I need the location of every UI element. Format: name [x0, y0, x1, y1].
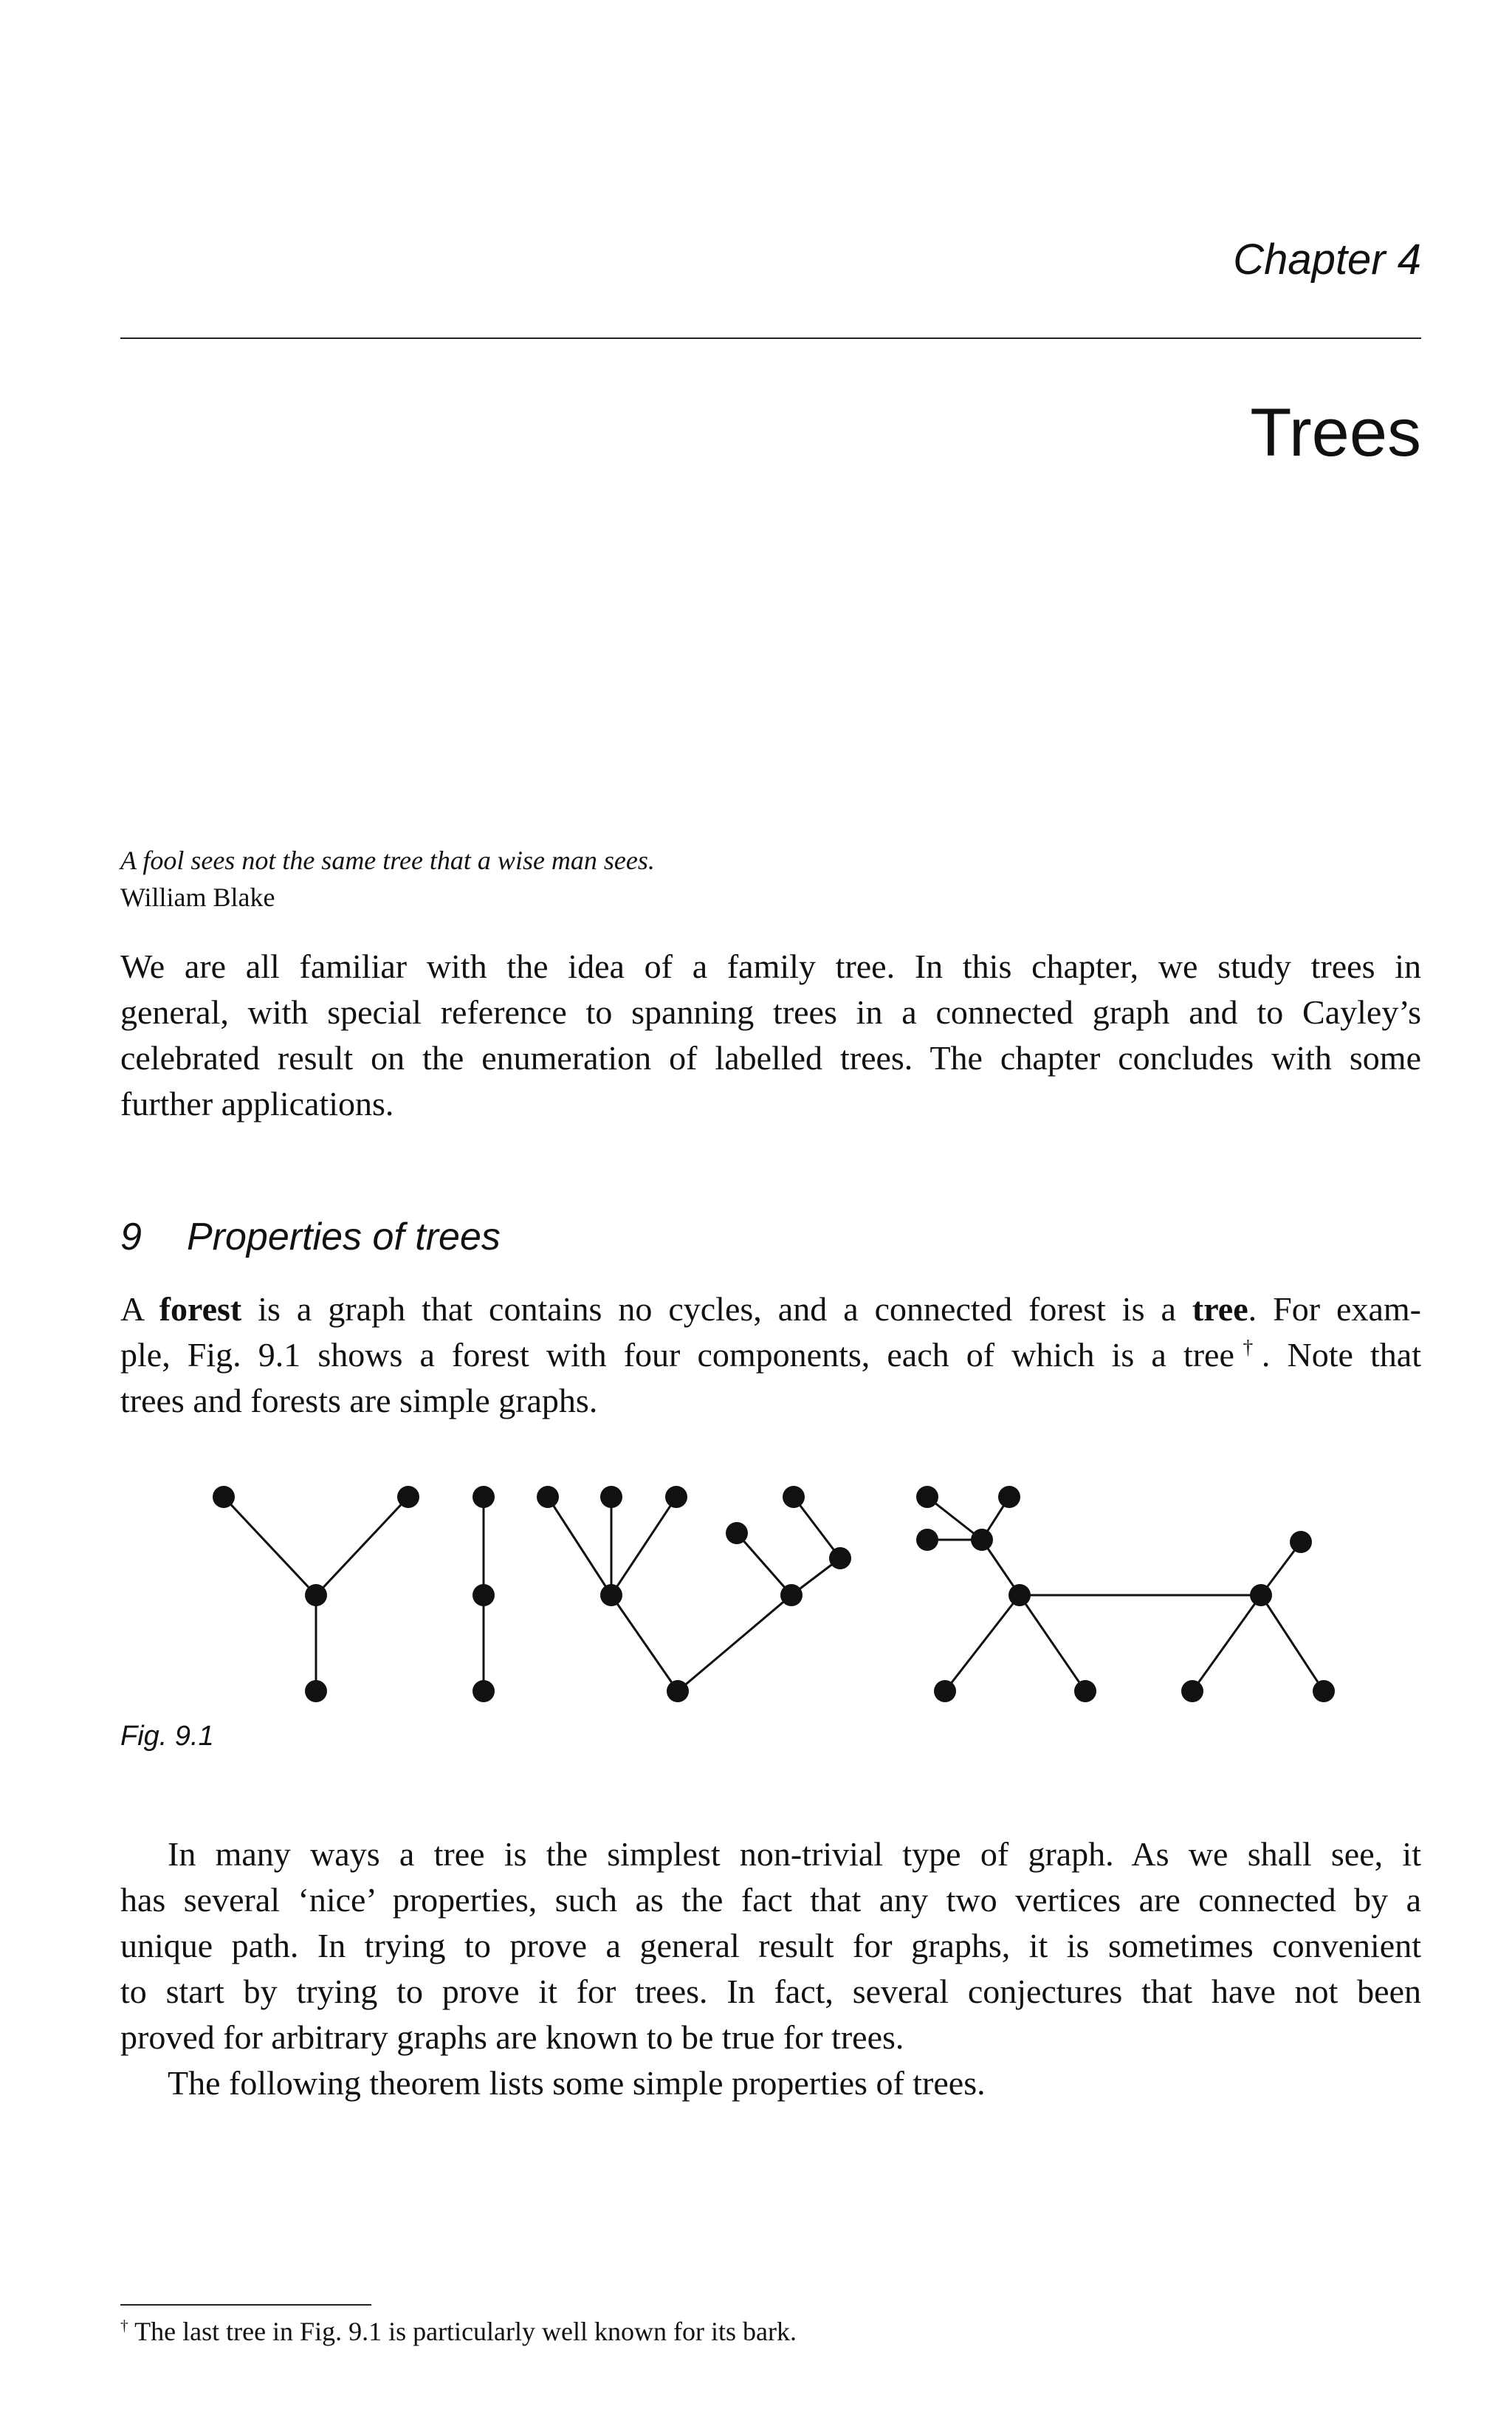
- intro-line: We are all familiar with the idea of a family tree. In this chapter, we study trees in: [120, 947, 1421, 985]
- body-paragraph: [120, 1831, 1421, 2106]
- edge: [945, 1595, 1020, 1691]
- forest-paragraph: [120, 1286, 1421, 1424]
- body-line: In many ways a tree is the simplest non-trivial type of graph. As we shall see, it: [168, 1835, 1421, 1873]
- vertex: [916, 1529, 938, 1551]
- epigraph-quote: A fool sees not the same tree that a wise man sees.: [120, 846, 655, 875]
- vertex: [1250, 1584, 1272, 1606]
- body-line: to start by trying to prove it for trees. In fact, several conjectures that have not been: [120, 1973, 1421, 2010]
- body-line: has several ‘nice’ properties, such as the fact that any two vertices are connected by a: [120, 1881, 1421, 1919]
- footnote: [120, 2313, 797, 2350]
- term-tree: tree: [1192, 1290, 1248, 1328]
- vertex: [971, 1529, 993, 1551]
- figure-edges: [224, 1497, 1324, 1691]
- text-run: ple, Fig. 9.1 shows a forest with four components, each of which is a tree: [120, 1336, 1234, 1374]
- vertex: [829, 1547, 851, 1569]
- body-line: The following theorem lists some simple properties of trees.: [168, 2064, 986, 2102]
- epigraph: [120, 842, 655, 916]
- edge: [224, 1497, 316, 1595]
- vertex: [1074, 1680, 1096, 1702]
- vertex: [1181, 1680, 1203, 1702]
- body-line: proved for arbitrary graphs are known to be true for trees.: [120, 2018, 904, 2056]
- forest-line-2: [120, 1332, 1421, 1378]
- edge: [611, 1595, 678, 1691]
- intro-paragraph: [120, 944, 1421, 1127]
- chapter-rule: [120, 337, 1421, 339]
- vertex: [726, 1522, 748, 1544]
- vertex: [472, 1486, 495, 1508]
- vertex: [600, 1486, 622, 1508]
- intro-line: celebrated result on the enumeration of labelled trees. The chapter concludes with some: [120, 1039, 1421, 1077]
- vertex: [213, 1486, 235, 1508]
- vertex: [537, 1486, 559, 1508]
- vertex: [667, 1680, 689, 1702]
- vertex: [1008, 1584, 1031, 1606]
- section-number: 9: [120, 1216, 142, 1258]
- edge: [316, 1497, 408, 1595]
- vertex: [934, 1680, 956, 1702]
- forest-line-3: trees and forests are simple graphs.: [120, 1382, 598, 1419]
- vertex: [783, 1486, 805, 1508]
- section-heading: [120, 1215, 501, 1259]
- body-line: unique path. In trying to prove a general result for graphs, it is sometimes convenient: [120, 1927, 1421, 1964]
- edge: [678, 1595, 791, 1691]
- vertex: [916, 1486, 938, 1508]
- forest-figure: [0, 1462, 1512, 1706]
- edge: [611, 1497, 676, 1595]
- vertex: [998, 1486, 1020, 1508]
- edge: [794, 1497, 840, 1558]
- chapter-title: Trees: [1250, 395, 1421, 470]
- vertex: [1290, 1531, 1312, 1553]
- forest-line-1: [120, 1286, 1421, 1332]
- vertex: [600, 1584, 622, 1606]
- text-run: . For exam-: [1248, 1290, 1421, 1328]
- vertex: [305, 1584, 327, 1606]
- vertex: [397, 1486, 419, 1508]
- footnote-rule: [120, 2304, 371, 2306]
- edge: [1192, 1595, 1261, 1691]
- chapter-label: Chapter 4: [1233, 236, 1421, 284]
- text-run: A: [120, 1290, 159, 1328]
- vertex: [472, 1584, 495, 1606]
- vertex: [305, 1680, 327, 1702]
- footnote-dagger: †: [120, 2317, 128, 2334]
- vertex: [472, 1680, 495, 1702]
- vertex: [665, 1486, 687, 1508]
- intro-line: general, with special reference to spanning trees in a connected graph and to Cayley’s: [120, 993, 1421, 1031]
- vertex: [1313, 1680, 1335, 1702]
- epigraph-author: William Blake: [120, 883, 275, 912]
- edge: [548, 1497, 611, 1595]
- section-title: Properties of trees: [187, 1216, 501, 1258]
- edge: [1020, 1595, 1085, 1691]
- edge: [737, 1533, 791, 1595]
- edge: [1261, 1595, 1324, 1691]
- vertex: [780, 1584, 803, 1606]
- figure-caption: Fig. 9.1: [120, 1721, 214, 1752]
- footnote-marker: †: [1234, 1335, 1262, 1359]
- text-run: is a graph that contains no cycles, and a connected forest is a: [241, 1290, 1192, 1328]
- term-forest: forest: [159, 1290, 242, 1328]
- intro-line: further applications.: [120, 1085, 394, 1123]
- footnote-text: The last tree in Fig. 9.1 is particularly well known for its bark.: [128, 2317, 797, 2346]
- text-run: . Note that: [1261, 1336, 1421, 1374]
